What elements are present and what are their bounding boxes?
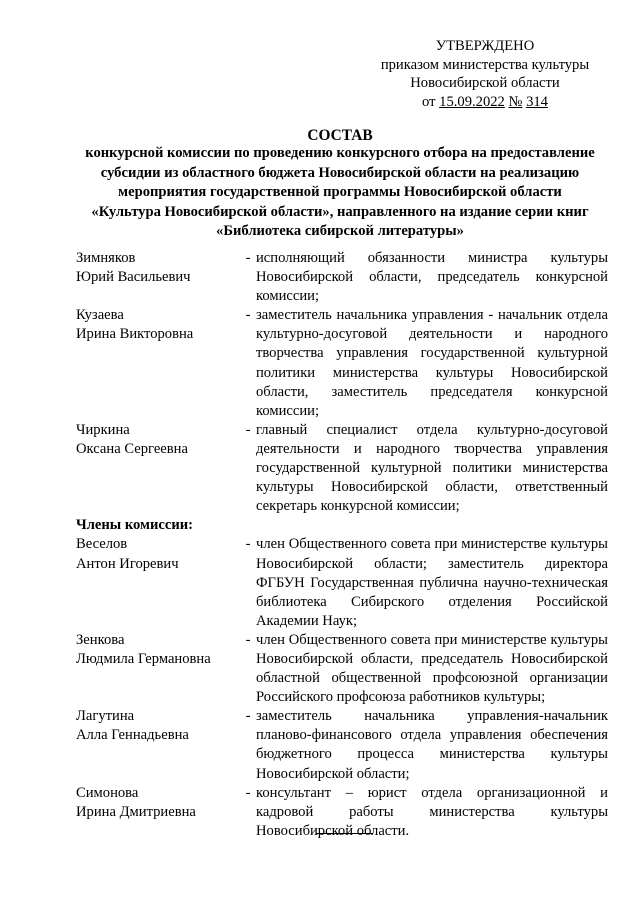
approval-date-prefix: от xyxy=(422,93,436,110)
separator-dash: - xyxy=(245,708,251,725)
separator-dash: - xyxy=(245,250,251,266)
member-entry xyxy=(76,249,608,306)
approval-region-line: Новосибирской области xyxy=(410,75,560,92)
member-role: член Общественного совета при министерстве культуры Новосибирской области, председатель Новосибирской областной общественной профсоюзной организации Российского профсоюза работников культуры; xyxy=(256,631,608,706)
member-given-names: Юрий Васильевич xyxy=(76,269,191,286)
member-given-names: Ирина Дмитриевна xyxy=(76,803,196,820)
separator-dash: - xyxy=(245,421,251,438)
member-surname: Лагутина xyxy=(76,708,135,725)
member-surname: Чиркина xyxy=(76,421,130,438)
member-surname: Веселов xyxy=(76,536,128,553)
member-surname: Кузаева xyxy=(76,307,124,324)
closing-rule xyxy=(316,833,373,834)
separator-dash: - xyxy=(245,307,251,324)
member-entry xyxy=(76,306,608,421)
subtitle-line: субсидии из областного бюджета Новосибирской области на реализацию xyxy=(100,164,580,181)
member-name xyxy=(76,707,240,783)
member-role: заместитель начальника управления - начальник отдела культурно-досуговой деятельности и народного творчества управления государственной культурной политики министерства культуры Новосибирской области, заместитель председателя конкурсной комиссии; xyxy=(256,307,608,419)
approval-date-line xyxy=(340,93,630,112)
separator-dash: - xyxy=(245,631,251,648)
subtitle-line: «Библиотека сибирской литературы» xyxy=(216,223,464,239)
subtitle-line: «Культура Новосибирской области», направленного на издание серии книг xyxy=(91,203,589,220)
member-given-names: Людмила Германовна xyxy=(76,650,211,667)
member-entry xyxy=(76,421,608,516)
separator-dash: - xyxy=(245,784,251,801)
subtitle-line: мероприятия государственной программы Новосибирской области xyxy=(118,184,562,200)
approval-date: 15.09.2022 xyxy=(439,93,505,110)
member-name xyxy=(76,631,240,707)
document-title: СОСТАВ xyxy=(307,127,373,144)
member-entry xyxy=(76,707,608,783)
members-section-label: Члены комиссии: xyxy=(76,517,194,534)
member-surname: Симонова xyxy=(76,784,139,801)
member-name xyxy=(76,535,240,630)
member-role: главный специалист отдела культурно-досуговой деятельности и народного творчества управления государственной культурной политики министерства культуры Новосибирской области, ответственный секретарь конкурсной комиссии; xyxy=(256,421,608,515)
approval-order-line: приказом министерства культуры xyxy=(380,56,590,73)
subtitle-line: конкурсной комиссии по проведению конкурсного отбора на предоставление xyxy=(85,145,595,161)
member-surname: Зенкова xyxy=(76,631,125,648)
member-name xyxy=(76,306,240,421)
member-role: консультант – юрист отдела организационной и кадровой работы министерства культуры Новосибирской области. xyxy=(256,784,608,839)
approval-title: УТВЕРЖДЕНО xyxy=(435,38,535,54)
member-role: член Общественного совета при министерстве культуры Новосибирской области; заместитель директора ФГБУН Государственная публична научно-техническая библиотека Сибирского отделения Российской Академии Наук; xyxy=(256,536,608,629)
member-name xyxy=(76,421,240,516)
member-surname: Зимняков xyxy=(76,250,136,266)
document-subtitle xyxy=(60,144,620,242)
commission-list xyxy=(76,249,608,841)
member-entry xyxy=(76,535,608,630)
member-given-names: Антон Игоревич xyxy=(76,555,179,572)
member-name xyxy=(76,249,240,306)
member-name xyxy=(76,784,240,841)
approval-number-sign: № xyxy=(508,93,523,110)
approval-number: 314 xyxy=(526,93,548,110)
separator-dash: - xyxy=(245,536,251,553)
member-given-names: Алла Геннадьевна xyxy=(76,727,189,744)
member-given-names: Оксана Сергеевна xyxy=(76,440,188,457)
approval-stamp xyxy=(340,37,630,111)
member-given-names: Ирина Викторовна xyxy=(76,326,194,343)
member-role: заместитель начальника управления-начальник планово-финансового отдела управления обеспечения бюджетного процесса министерства культуры Новосибирской области; xyxy=(256,708,608,782)
member-entry xyxy=(76,631,608,707)
member-role: исполняющий обязанности министра культуры Новосибирской области, председатель конкурсной комиссии; xyxy=(256,250,608,305)
